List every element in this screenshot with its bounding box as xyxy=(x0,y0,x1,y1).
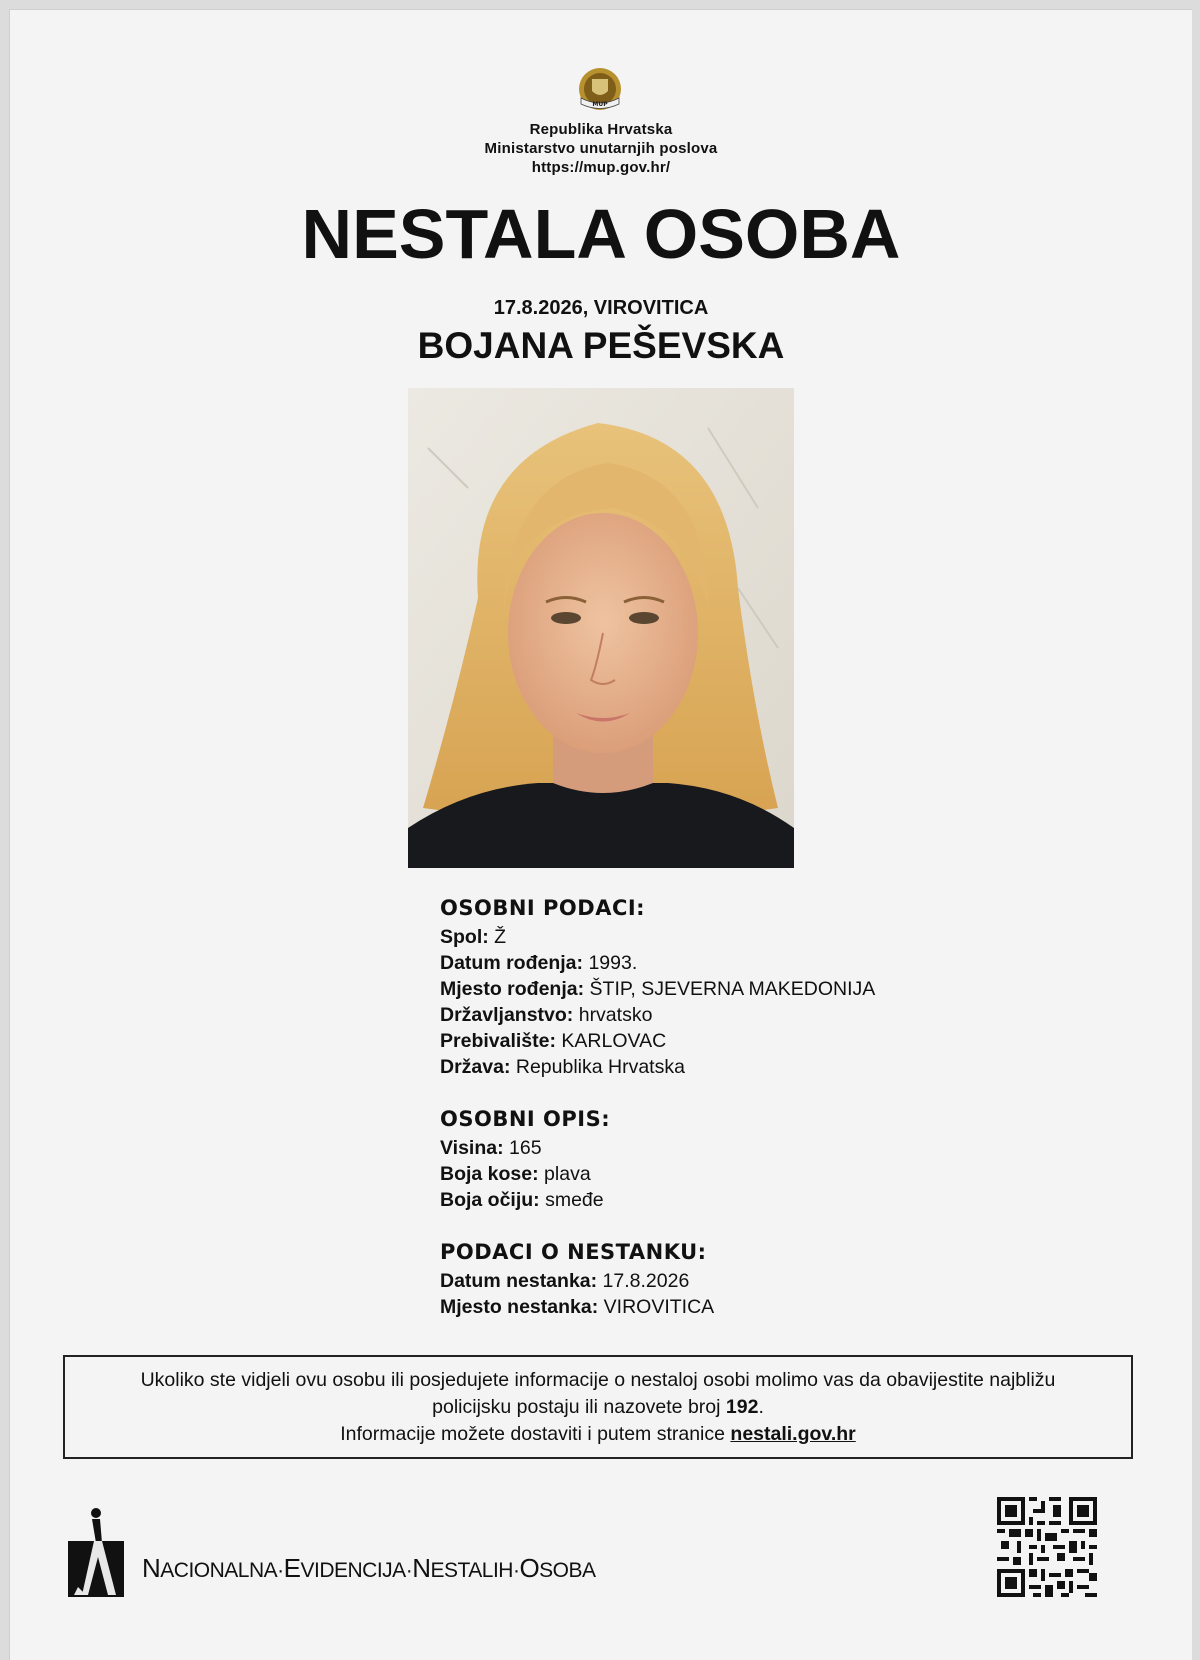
phone-number: 192 xyxy=(725,1396,759,1418)
mup-seal-icon xyxy=(575,65,625,115)
field-hair-color: Boja kose: plava xyxy=(440,1163,591,1185)
header-country: Republika Hrvatska xyxy=(529,121,673,138)
header-ministry: Ministarstvo unutarnjih poslova xyxy=(484,140,718,157)
notice-line1: Ukoliko ste vidjeli ovu osobu ili posjedujete informacije o nestaloj osobi molimo vas da obavijestite najbližu xyxy=(140,1369,1056,1391)
field-residence: Prebivalište: KARLOVAC xyxy=(440,1030,667,1052)
field-citizenship: Državljanstvo: hrvatsko xyxy=(440,1004,653,1026)
field-eye-color: Boja očiju: smeđe xyxy=(440,1189,604,1211)
notice-box xyxy=(63,1355,1133,1459)
seal-label: MUP xyxy=(592,101,608,108)
field-birth-place: Mjesto rođenja: ŠTIP, SJEVERNA MAKEDONIJA xyxy=(440,978,876,1000)
notice-line3: Informacije možete dostaviti i putem stranice nestali.gov.hr xyxy=(340,1423,856,1445)
walking-person-logo-icon xyxy=(66,1507,126,1599)
field-missing-date: Datum nestanka: 17.8.2026 xyxy=(440,1270,690,1292)
field-birth-date: Datum rođenja: 1993. xyxy=(440,952,638,974)
field-sex: Spol: Ž xyxy=(440,926,507,948)
poster-title: NESTALA OSOBA xyxy=(301,195,901,273)
person-name: BOJANA PEŠEVSKA xyxy=(417,325,785,366)
qr-code-icon[interactable] xyxy=(997,1497,1097,1597)
header-url: https://mup.gov.hr/ xyxy=(531,159,671,176)
field-country: Država: Republika Hrvatska xyxy=(440,1056,685,1078)
details-section xyxy=(440,896,1140,1320)
date-place: 17.8.2026, VIROVITICA xyxy=(493,297,709,319)
field-missing-place: Mjesto nestanka: VIROVITICA xyxy=(440,1296,715,1318)
description-title: OSOBNI OPIS: xyxy=(440,1107,611,1131)
nen-wordmark: NACIONALNA·EVIDENCIJA·NESTALIH·OSOBA xyxy=(142,1553,596,1583)
nestali-link[interactable]: nestali.gov.hr xyxy=(730,1423,856,1445)
notice-line2: policijsku postaju ili nazovete broj 192. xyxy=(432,1396,764,1418)
poster-page xyxy=(9,9,1192,1660)
disappearance-title: PODACI O NESTANKU: xyxy=(440,1240,707,1264)
person-photo xyxy=(408,388,794,868)
field-height: Visina: 165 xyxy=(440,1137,542,1159)
personal-data-title: OSOBNI PODACI: xyxy=(440,896,646,920)
